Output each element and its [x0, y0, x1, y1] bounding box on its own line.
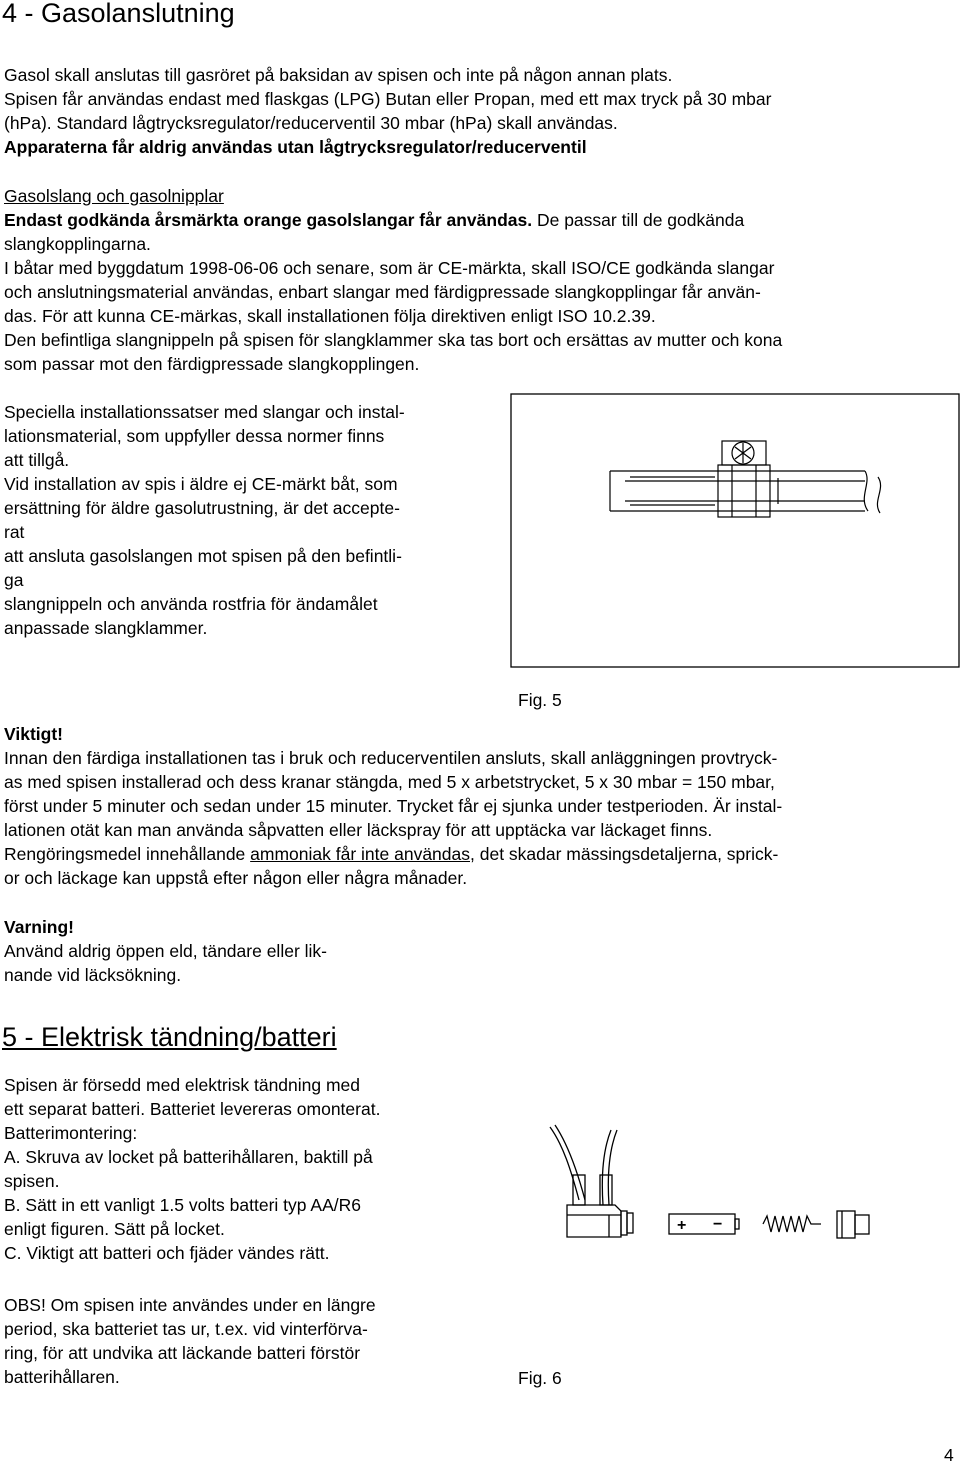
battery-holder-illustration	[545, 1115, 895, 1275]
boats-line: I båtar med byggdatum 1998-06-06 och senare, som är CE-märkta, skall ISO/CE godkända slangar	[4, 258, 775, 278]
battery-plus-icon: +	[677, 1217, 687, 1234]
battery-line: B. Sätt in ett vanligt 1.5 volts batteri typ AA/R6	[4, 1195, 361, 1215]
battery-line: ett separat batteri. Batteriet levereras omonterat.	[4, 1099, 381, 1119]
special-line: att tillgå.	[4, 450, 70, 470]
hose-section	[4, 184, 782, 376]
approved-hoses-rest: De passar till de godkända	[532, 210, 745, 230]
approved-hoses-bold: Endast godkända årsmärkta orange gasolslangar får användas.	[4, 210, 533, 230]
boats-line: och anslutningsmaterial användas, enbart slangar med färdigpressade slangkopplingar får använ-	[4, 282, 761, 302]
obs-paragraph	[4, 1293, 376, 1389]
intro-paragraph	[4, 63, 771, 159]
boats-line: Den befintliga slangnippeln på spisen för slangklammer ska tas bort och ersättas av mutter och kona	[4, 330, 783, 350]
special-line: ga	[4, 570, 24, 590]
special-installation-paragraph	[4, 400, 405, 640]
special-line: rat	[4, 522, 25, 542]
battery-minus-icon: −	[713, 1216, 723, 1233]
boats-line: som passar mot den färdigpressade slangkopplingen.	[4, 354, 420, 374]
special-line: slangnippeln och använda rostfria för ändamålet	[4, 594, 378, 614]
approved-hoses-line2: slangkopplingarna.	[4, 234, 151, 254]
intro-line: (hPa). Standard lågtrycksregulator/reducerventil 30 mbar (hPa) skall användas.	[4, 113, 618, 133]
intro-line: Spisen får användas endast med flaskgas (LPG) Butan eller Propan, med ett max tryck på 30 mbar	[4, 89, 772, 109]
warning-line: nande vid läcksökning.	[4, 965, 182, 985]
ammonia-warning: ammoniak får inte användas	[250, 844, 470, 864]
special-line: Vid installation av spis i äldre ej CE-märkt båt, som	[4, 474, 398, 494]
special-line: anpassade slangklammer.	[4, 618, 208, 638]
important-section	[4, 722, 782, 890]
intro-line: Gasol skall anslutas till gasröret på baksidan av spisen och inte på någon annan plats.	[4, 65, 673, 85]
important-line: först under 5 minuter och sedan under 15 minuter. Trycket får ej sjunka under testperioden. Är instal-	[4, 796, 783, 816]
cleaning-after: , det skadar mässingsdetaljerna, sprick-	[470, 844, 779, 864]
important-heading: Viktigt!	[4, 724, 63, 744]
fig-5-label: Fig. 5	[518, 690, 562, 710]
special-line: Speciella installationssatser med slangar och instal-	[4, 402, 405, 422]
obs-line: batterihållaren.	[4, 1367, 120, 1387]
battery-line: Spisen är försedd med elektrisk tändning med	[4, 1075, 361, 1095]
important-line: lationen otät kan man använda såpvatten eller läckspray för att upptäcka var läckaget finns.	[4, 820, 713, 840]
battery-line: spisen.	[4, 1171, 60, 1191]
warning-heading: Varning!	[4, 917, 75, 937]
battery-line: A. Skruva av locket på batterihållaren, baktill på	[4, 1147, 373, 1167]
section-5-heading: 5 - Elektrisk tändning/batteri	[2, 1022, 337, 1052]
regulator-warning: Apparaterna får aldrig användas utan lågtrycksregulator/reducerventil	[4, 137, 587, 157]
battery-line: enligt figuren. Sätt på locket.	[4, 1219, 225, 1239]
obs-line: ring, för att undvika att läckande batteri förstör	[4, 1343, 361, 1363]
special-line: att ansluta gasolslangen mot spisen på den befintli-	[4, 546, 402, 566]
warning-section	[4, 915, 327, 987]
battery-line: Batterimontering:	[4, 1123, 138, 1143]
warning-line: Använd aldrig öppen eld, tändare eller lik-	[4, 941, 327, 961]
hose-subheading: Gasolslang och gasolnipplar	[4, 186, 224, 206]
fig-6-label: Fig. 6	[518, 1368, 562, 1388]
special-line: lationsmaterial, som uppfyller dessa normer finns	[4, 426, 385, 446]
battery-line: C. Viktigt att batteri och fjäder vändes rätt.	[4, 1243, 330, 1263]
boats-line: das. För att kunna CE-märkas, skall installationen följa direktiven enligt ISO 10.2.39.	[4, 306, 656, 326]
battery-instructions	[4, 1073, 380, 1265]
special-line: ersättning för äldre gasolutrustning, är det accepte-	[4, 498, 400, 518]
cleaning-before: Rengöringsmedel innehållande	[4, 844, 251, 864]
obs-line: OBS! Om spisen inte användes under en längre	[4, 1295, 376, 1315]
cleaning-line2: or och läckage kan uppstå efter någon eller några månader.	[4, 868, 468, 888]
important-line: as med spisen installerad och dess kranar stängda, med 5 x arbetstrycket, 5 x 30 mbar = 150 mbar,	[4, 772, 775, 792]
hose-coupling-illustration	[510, 393, 960, 668]
section-4-heading: 4 - Gasolanslutning	[2, 0, 235, 28]
obs-line: period, ska batteriet tas ur, t.ex. vid vinterförva-	[4, 1319, 368, 1339]
important-line: Innan den färdiga installationen tas i bruk och reducerventilen ansluts, skall anläggningen provtryck-	[4, 748, 778, 768]
page-number: 4	[944, 1445, 954, 1465]
